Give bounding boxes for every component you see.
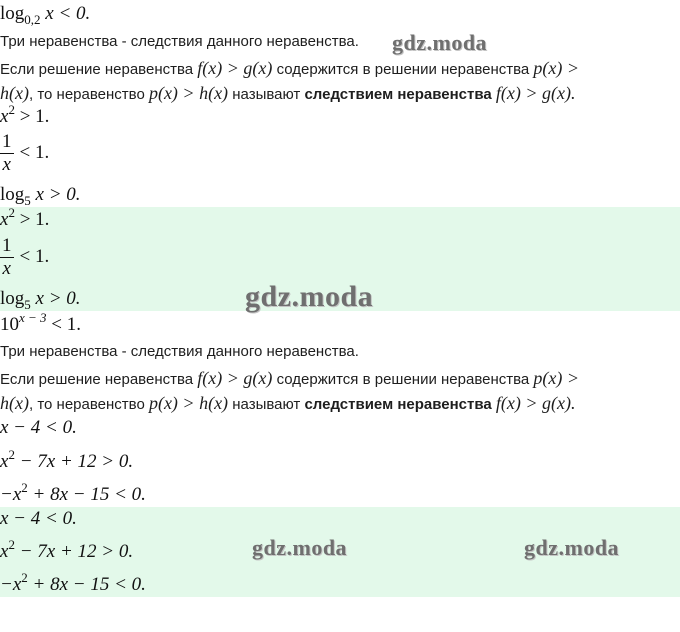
definition-line-2a: Если решение неравенства f(x) > g(x) содержится в решении неравенства p(x) > [0, 368, 580, 388]
inequality-x-squared: $x^2 > 1$. [0, 102, 50, 127]
definition-line-2b: h(x), то неравенство p(x) > h(x) называют следствием неравенства f(x) > g(x). [0, 393, 576, 413]
inequality-log02: $\log_{0,2} x < 0$. [0, 3, 91, 27]
answer-x-squared: $x^2 > 1$. [0, 205, 50, 230]
answer-linear: x − 4 < 0. [0, 508, 77, 529]
intro-text-2: Три неравенства - следствия данного неравенства. [0, 343, 359, 360]
answer-quadratic-1: $x^2 - 7x + 12 > 0$. [0, 537, 134, 562]
inequality-exponential: $10^{x - 3} < 1$. [0, 310, 82, 335]
watermark-top: gdz.moda [392, 30, 488, 55]
definition-line-1b: h(x), то неравенство p(x) > h(x) называют следствием неравенства f(x) > g(x). [0, 83, 576, 103]
inequality-log5: $\log_5 x > 0$. [0, 184, 81, 208]
inequality-quadratic-1: $x^2 - 7x + 12 > 0$. [0, 447, 134, 472]
watermark-center: gdz.moda [245, 280, 374, 313]
answer-one-over-x: $\frac{1}{x}$ < 1. [2, 235, 50, 279]
inequality-quadratic-2: $-x^2 + 8x - 15 < 0$. [0, 480, 146, 505]
watermark-bottom-left: gdz.moda [252, 535, 348, 560]
inequality-one-over-x: $\frac{1}{x}$ < 1. [2, 131, 50, 175]
inequality-linear: x − 4 < 0. [0, 417, 77, 438]
answer-quadratic-2: $-x^2 + 8x - 15 < 0$. [0, 570, 146, 595]
answer-log5: $\log_5 x > 0$. [0, 288, 81, 312]
definition-line-1a: Если решение неравенства f(x) > g(x) содержится в решении неравенства p(x) > [0, 58, 580, 78]
watermark-bottom-right: gdz.moda [524, 535, 620, 560]
intro-text-1: Три неравенства - следствия данного неравенства. [0, 33, 359, 50]
